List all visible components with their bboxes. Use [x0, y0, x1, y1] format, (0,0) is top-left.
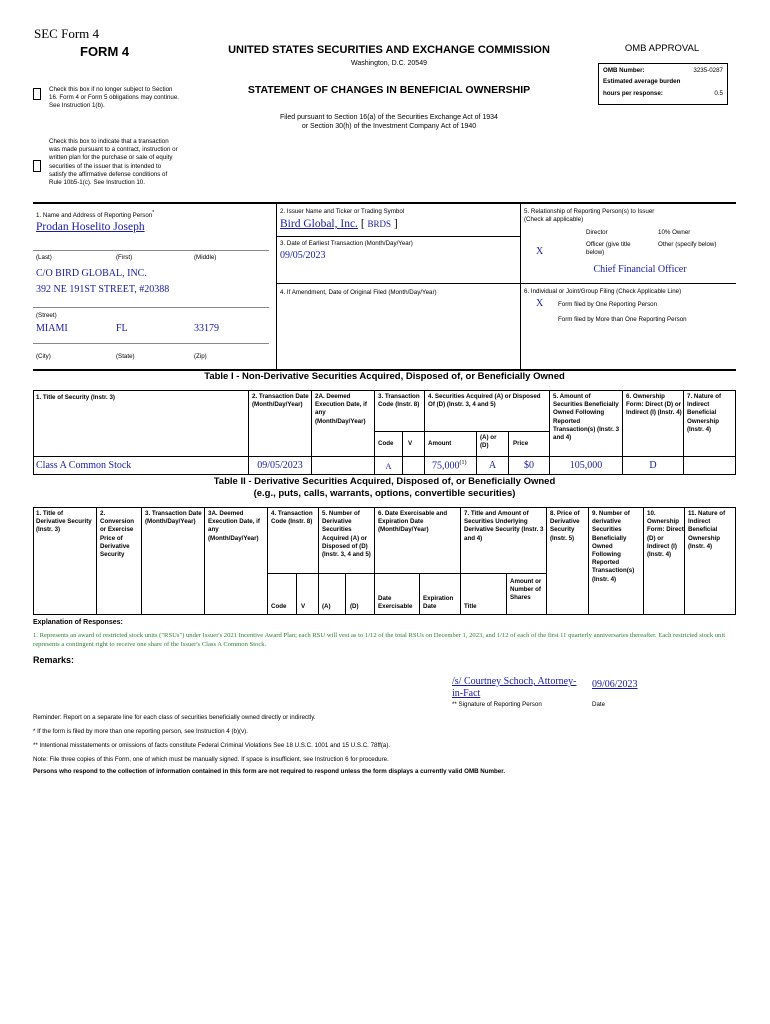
t1-h2a: 2A. Deemed Execution Date, if any (Month/Day/Year) [315, 393, 367, 425]
t1-amount: Amount [428, 440, 452, 447]
t1-row-amount: 75,000 [432, 460, 460, 472]
reporting-person-name[interactable]: Prodan Hoselito Joseph [36, 221, 145, 233]
t1-row-date: 09/05/2023 [257, 460, 303, 471]
city-label: (City) [36, 353, 51, 360]
t2-h7: 7. Title and Amount of Securities Underlying Derivative Security (Instr. 3 and 4) [464, 510, 544, 542]
t2-h10: 10. Ownership Form: Direct (D) or Indirect (I) (Instr. 4) [647, 510, 684, 559]
omb-hours-label: hours per response: [603, 90, 663, 97]
t1-row-amount-cell [432, 460, 467, 471]
box5-label: 5. Relationship of Reporting Person(s) to Issuer [524, 208, 655, 215]
final-note: Persons who respond to the collection of information contained in this form are not required to respond unless the form displays a currently valid OMB Number. [33, 768, 506, 775]
t2-title: Title [464, 603, 477, 610]
t1-row-form: D [649, 460, 657, 471]
ten-pct-owner-label: 10% Owner [658, 229, 691, 236]
issuer-line [280, 218, 398, 230]
t1-row-price: $0 [524, 460, 534, 471]
section16-text: Check this box if no longer subject to Section 16. Form 4 or Form 5 obligations may continue. See Instruction 1(b). [49, 86, 179, 110]
officer-label: Officer (give title below) [586, 241, 631, 257]
t1-price: Price [513, 440, 529, 447]
address-line2: 392 NE 191ST STREET, #20388 [36, 284, 170, 295]
t2-h2: 2. Conversion or Exercise Price of Derivative Security [100, 510, 135, 559]
filed-pursuant-1: Filed pursuant to Section 16(a) of the Securities Exchange Act of 1934 [280, 114, 498, 121]
box5-label2: (Check all applicable) [524, 216, 584, 223]
agency-location: Washington, D.C. 20549 [350, 60, 427, 67]
t1-h1: 1. Title of Security (Instr. 3) [36, 394, 115, 401]
t1-row-owned: 105,000 [569, 460, 603, 471]
zip-label: (Zip) [194, 353, 207, 360]
t2-h11: 11. Nature of Indirect Beneficial Ownership (Instr. 4) [688, 510, 726, 550]
omb-hours-value: 0.5 [714, 90, 723, 97]
officer-title: Chief Financial Officer [593, 264, 687, 275]
footnote-1: 1. Represents an award of restricted stock units ("RSUs") under Issuer's 2021 Incentive Award Plan; each RSU will vest as to 1/12 of the total RSUs on December 1, 2023, and 1/12 of each of the first 11 quarterly anniversaries thereafter. Each restricted stock unit represents a contingent right to receive one share of the Issuer's Class A Common Stock. [33, 632, 726, 648]
omb-approval-title: OMB APPROVAL [624, 43, 700, 54]
t2-h3a: 3A. Deemed Execution Date, if any (Month/Day/Year) [208, 510, 260, 542]
signature-date: 09/06/2023 [592, 679, 638, 690]
t2-h6: 6. Date Exercisable and Expiration Date (Month/Day/Year) [378, 510, 448, 534]
one-person-label: Form filed by One Reporting Person [558, 301, 658, 308]
t1-h7: 7. Nature of Indirect Beneficial Ownership (Instr. 4) [687, 393, 722, 433]
10b5-text: Check this box to indicate that a transaction was made pursuant to a contract, instruction or written plan for the purchase or sale of equity securities of the issuer that is intended to satisfy the affirmative defense conditions of Rule 10b5-1(c). See Instruction 10. [49, 138, 178, 187]
t2-d: (D) [350, 603, 359, 610]
t2-exp: Expiration Date [423, 595, 454, 611]
box1-asterisk: * [152, 210, 155, 216]
t2-h9: 9. Number of derivative Securities Beneficially Owned Following Reported Transaction(s) (Instr. 4) [592, 510, 635, 583]
signature[interactable]: /s/ Courtney Schoch, Attorney-in-Fact [452, 676, 577, 699]
officer-check-mark: X [536, 246, 544, 257]
t1-h3: 3. Transaction Code (Instr. 8) [378, 393, 420, 409]
note-reminder: Reminder: Report on a separate line for each class of securities beneficially owned directly or indirectly. [33, 714, 316, 721]
t2-a: (A) [322, 603, 331, 610]
box3-label: 3. Date of Earliest Transaction (Month/Day/Year) [280, 240, 413, 247]
box1-label [36, 209, 154, 220]
t2-h4: 4. Transaction Code (Instr. 8) [271, 510, 313, 526]
city-value: MIAMI [36, 323, 68, 334]
t1-row-code: A [385, 461, 392, 471]
t2-h1: 1. Title of Derivative Security (Instr. 3) [36, 510, 92, 534]
state-value: FL [116, 323, 128, 334]
box2-label: 2. Issuer Name and Ticker or Trading Symbol [280, 208, 405, 215]
state-label: (State) [116, 353, 135, 360]
t1-ad: (A) or (D) [480, 434, 497, 450]
middle-label: (Middle) [194, 254, 217, 261]
director-label: Director [586, 229, 608, 236]
note-misstatements: ** Intentional misstatements or omissions of facts constitute Federal Criminal Violations See 18 U.S.C. 1001 and 15 U.S.C. 78ff(a). [33, 742, 391, 749]
t2-amount-shares: Amount or Number of Shares [510, 578, 542, 602]
section16-checkbox[interactable] [33, 88, 41, 100]
t2-date-ex: Date Exercisable [378, 595, 413, 611]
t1-row-footnote: (1) [459, 460, 467, 466]
omb-burden-label: Estimated average burden [603, 78, 681, 85]
t1-row-title: Class A Common Stock [36, 460, 132, 471]
bracket-close: ] [393, 218, 398, 230]
box4-label: 4. If Amendment, Date of Original Filed (Month/Day/Year) [280, 289, 437, 296]
10b5-checkbox[interactable] [33, 160, 41, 172]
omb-number-label: OMB Number: [603, 67, 645, 74]
bracket-open: [ [360, 218, 365, 230]
signature-label: ** Signature of Reporting Person [452, 701, 542, 708]
t1-row-ad: A [488, 460, 497, 471]
last-label: (Last) [36, 254, 52, 261]
box1-label-text: 1. Name and Address of Reporting Person [36, 212, 153, 220]
street-label: (Street) [36, 312, 57, 319]
page-label: SEC Form 4 [34, 26, 100, 41]
t1-h4: 4. Securities Acquired (A) or Disposed Of (D) (Instr. 3, 4 and 5) [428, 393, 541, 409]
table2-title: Table II - Derivative Securities Acquired, Disposed of, or Beneficially Owned [213, 476, 556, 487]
t1-code: Code [378, 440, 394, 447]
box6-label: 6. Individual or Joint/Group Filing (Check Applicable Line) [524, 288, 682, 295]
other-label: Other (specify below) [658, 241, 717, 248]
one-person-check-mark: X [536, 298, 544, 309]
t1-h2: 2. Transaction Date (Month/Day/Year) [252, 393, 309, 409]
omb-box [598, 63, 728, 105]
table1-title: Table I - Non-Derivative Securities Acquired, Disposed of, or Beneficially Owned [204, 371, 565, 382]
agency-title: UNITED STATES SECURITIES AND EXCHANGE COMMISSION [228, 44, 550, 56]
issuer-name[interactable]: Bird Global, Inc. [280, 218, 358, 230]
omb-number-value: 3235-0287 [693, 67, 723, 74]
t2-code: Code [271, 603, 287, 610]
earliest-transaction-date: 09/05/2023 [280, 250, 326, 261]
t2-h3: 3. Transaction Date (Month/Day/Year) [145, 510, 202, 526]
explanation-label: Explanation of Responses: [33, 619, 123, 626]
more-person-label: Form filed by More than One Reporting Person [558, 316, 687, 323]
table2-subtitle: (e.g., puts, calls, warrants, options, convertible securities) [253, 488, 516, 499]
address-line1: C/O BIRD GLOBAL, INC. [36, 268, 147, 279]
t2-v: V [301, 603, 306, 610]
issuer-ticker: BRDS [367, 219, 392, 229]
note-multiple-persons: * If the form is filed by more than one reporting person, see Instruction 4 (b)(v). [33, 728, 248, 735]
t1-h6: 6. Ownership Form: Direct (D) or Indirect (I) (Instr. 4) [626, 393, 682, 417]
first-label: (First) [116, 254, 133, 261]
statement-title: STATEMENT OF CHANGES IN BENEFICIAL OWNERSHIP [247, 84, 531, 96]
form-title: FORM 4 [80, 44, 130, 59]
zip-value: 33179 [194, 323, 219, 334]
t1-h5: 5. Amount of Securities Beneficially Owned Following Reported Transaction(s) (Instr. 3 and 4) [553, 393, 620, 442]
filed-pursuant-2: or Section 30(h) of the Investment Company Act of 1940 [301, 123, 477, 130]
t2-h8: 8. Price of Derivative Security (Instr. 5) [550, 510, 580, 542]
remarks-label: Remarks: [33, 655, 75, 665]
date-label: Date [592, 701, 606, 708]
note-file-copies: Note: File three copies of this Form, one of which must be manually signed. If space is insufficient, see Instruction 6 for procedure. [33, 756, 389, 763]
t2-h5: 5. Number of Derivative Securities Acquired (A) or Disposed of (D) (Instr. 3, 4 and 5) [322, 510, 371, 559]
t1-v: V [408, 440, 413, 447]
